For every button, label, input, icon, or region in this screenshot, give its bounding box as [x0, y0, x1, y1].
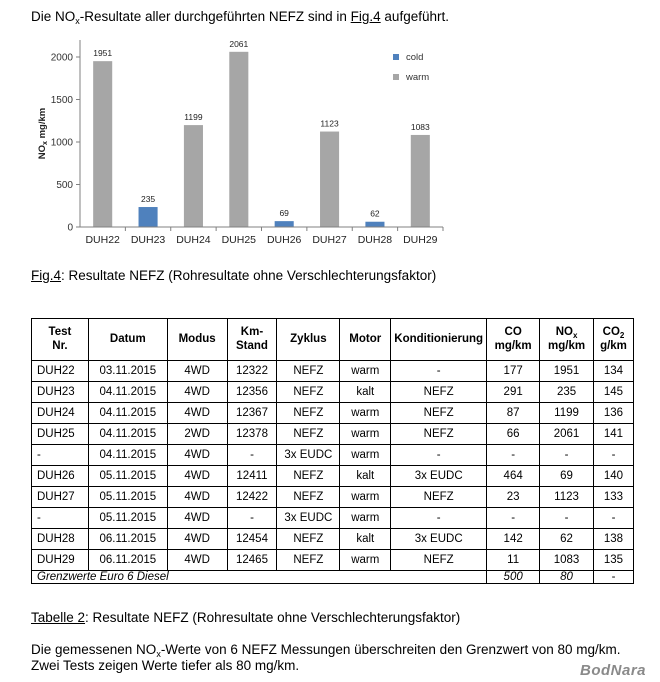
table-cell: 3x EUDC — [391, 529, 487, 550]
table-cell: 141 — [593, 424, 633, 445]
table-cell: 12411 — [227, 466, 277, 487]
table-cell: 11 — [487, 550, 540, 571]
table-row — [32, 529, 634, 550]
table-body — [32, 361, 634, 571]
table-cell: 3x EUDC — [277, 445, 340, 466]
table-cell: - — [487, 508, 540, 529]
x-tick-label: DUH29 — [403, 234, 438, 246]
table-cell: warm — [340, 508, 391, 529]
conclusion-text — [31, 642, 621, 674]
table-cell: warm — [340, 403, 391, 424]
header-zyklus: Zyklus — [277, 319, 340, 361]
header-co2: $CO_2$ g/km — [593, 319, 633, 361]
y-tick-label: 500 — [56, 180, 73, 191]
table-cell: 2061 — [540, 424, 594, 445]
table-cell: 4WD — [167, 466, 227, 487]
x-tick-label: DUH28 — [357, 234, 393, 246]
legend-swatch — [393, 74, 399, 80]
table-cell: NEFZ — [277, 382, 340, 403]
table-cell: 23 — [487, 487, 540, 508]
x-axis — [80, 227, 443, 246]
table-cell: - — [540, 445, 594, 466]
table-cell: 62 — [540, 529, 594, 550]
table-cell: - — [391, 508, 487, 529]
nox-bar-chart — [28, 30, 448, 255]
table-cell: 1951 — [540, 361, 594, 382]
bar — [229, 52, 248, 227]
y-axis-title: $NO_x$ mg/km — [37, 107, 49, 160]
table-cell: 1199 — [540, 403, 594, 424]
table-cell: NEFZ — [391, 382, 487, 403]
conclusion-line-2: Zwei Tests zeigen Werte tiefer als 80 mg/km. — [31, 658, 300, 673]
table-row — [32, 550, 634, 571]
data-label: 2061 — [229, 38, 249, 49]
x-tick-label: DUH25 — [221, 234, 257, 246]
table-cell: 12422 — [227, 487, 277, 508]
table-cell: - — [593, 508, 633, 529]
table-cell: 4WD — [167, 361, 227, 382]
data-label: 1083 — [410, 121, 430, 132]
table-cell: warm — [340, 424, 391, 445]
limit-co2: - — [593, 571, 633, 584]
table-cell: - — [32, 445, 89, 466]
table-cell: 138 — [593, 529, 633, 550]
data-label: 1951 — [93, 48, 113, 59]
bar — [139, 207, 158, 227]
table-cell: 4WD — [167, 403, 227, 424]
table-cell: 04.11.2015 — [88, 424, 167, 445]
table-cell: 69 — [540, 466, 594, 487]
watermark-logo: BodNara — [580, 662, 647, 679]
table-cell: NEFZ — [391, 403, 487, 424]
table-cell: 136 — [593, 403, 633, 424]
table-cell: - — [227, 508, 277, 529]
legend-label: warm — [406, 72, 430, 83]
table-cell: 4WD — [167, 508, 227, 529]
table-cell: DUH29 — [32, 550, 89, 571]
table-cell: NEFZ — [277, 466, 340, 487]
y-axis — [51, 40, 80, 234]
bar — [93, 61, 112, 227]
table-cell: 4WD — [167, 487, 227, 508]
header-nox: $NO_x$ mg/km — [540, 319, 594, 361]
bar — [411, 135, 430, 227]
x-tick-label: DUH22 — [85, 234, 120, 246]
table-cell: 4WD — [167, 550, 227, 571]
bars — [93, 39, 430, 227]
table-cell: 464 — [487, 466, 540, 487]
x-tick-label: DUH26 — [266, 234, 302, 246]
table-cell: - — [391, 445, 487, 466]
x-tick-label: DUH27 — [312, 234, 347, 246]
conclusion-line-1: Die gemessenen $NO_x$-Werte von 6 NEFZ Messungen überschreiten den Grenzwert von 80 mg/km. — [31, 642, 621, 659]
table-cell: NEFZ — [277, 487, 340, 508]
table-row — [32, 487, 634, 508]
bar — [320, 132, 339, 227]
table-cell: 12465 — [227, 550, 277, 571]
limit-row — [32, 571, 634, 584]
table-cell: warm — [340, 550, 391, 571]
table-cell: 3x EUDC — [391, 466, 487, 487]
bar — [365, 222, 384, 227]
table-caption-label: Tabelle 2 — [31, 610, 86, 625]
table-cell: kalt — [340, 382, 391, 403]
table-cell: DUH26 — [32, 466, 89, 487]
table-cell: 145 — [593, 382, 633, 403]
table-row — [32, 382, 634, 403]
limit-label: Grenzwerte Euro 6 Diesel — [32, 571, 487, 584]
table-cell: 4WD — [167, 529, 227, 550]
table-cell: 140 — [593, 466, 633, 487]
table-cell: NEFZ — [277, 529, 340, 550]
table-cell: 12356 — [227, 382, 277, 403]
table-row — [32, 445, 634, 466]
table-cell: 04.11.2015 — [88, 403, 167, 424]
table-cell: 142 — [487, 529, 540, 550]
table-cell: 12367 — [227, 403, 277, 424]
table-row — [32, 508, 634, 529]
table-cell: kalt — [340, 466, 391, 487]
legend-label: cold — [406, 52, 424, 63]
table-cell: - — [227, 445, 277, 466]
table-cell: 12378 — [227, 424, 277, 445]
table-cell: 134 — [593, 361, 633, 382]
table-cell: NEFZ — [277, 361, 340, 382]
table-cell: 4WD — [167, 382, 227, 403]
table-cell: 135 — [593, 550, 633, 571]
table-cell: 06.11.2015 — [88, 550, 167, 571]
table-cell: 133 — [593, 487, 633, 508]
table-cell: 05.11.2015 — [88, 487, 167, 508]
table-header-row — [32, 319, 634, 361]
intro-sentence: Die $NO_x$-Resultate aller durchgeführten NEFZ sind in Fig.4 aufgeführt. — [31, 9, 449, 26]
header-co: CO mg/km — [487, 319, 540, 361]
limit-co: 500 — [487, 571, 540, 584]
y-tick-label: 2000 — [50, 52, 73, 64]
bar — [275, 221, 294, 227]
header-konditionierung: Konditionierung — [391, 319, 487, 361]
y-tick-label: 1500 — [50, 95, 73, 106]
table-cell: 04.11.2015 — [88, 382, 167, 403]
table-cell: NEFZ — [277, 403, 340, 424]
fig-caption-text: : Resultate NEFZ (Rohresultate ohne Verschlechterungsfaktor) — [61, 268, 437, 283]
table-cell: 05.11.2015 — [88, 508, 167, 529]
table-cell: NEFZ — [391, 550, 487, 571]
table-cell: 1123 — [540, 487, 594, 508]
table-cell: - — [32, 508, 89, 529]
chart-legend — [393, 52, 429, 83]
x-tick-label: DUH23 — [130, 234, 166, 246]
table-cell: kalt — [340, 529, 391, 550]
table-caption — [31, 610, 460, 625]
y-tick-label: 1000 — [50, 137, 73, 149]
data-label: 69 — [279, 208, 289, 219]
table-cell: 12454 — [227, 529, 277, 550]
table-cell: DUH22 — [32, 361, 89, 382]
table-row — [32, 403, 634, 424]
table-cell: DUH23 — [32, 382, 89, 403]
table-cell: 05.11.2015 — [88, 466, 167, 487]
header-test: Test Nr. — [32, 319, 89, 361]
fig4-link[interactable]: Fig.4 — [350, 9, 381, 24]
x-tick-label: DUH24 — [176, 234, 211, 246]
header-datum: Datum — [88, 319, 167, 361]
table-cell: NEFZ — [277, 550, 340, 571]
table-cell: - — [487, 445, 540, 466]
legend-swatch — [393, 54, 399, 60]
header-km-stand: Km- Stand — [227, 319, 277, 361]
table-cell: DUH24 — [32, 403, 89, 424]
table-cell: warm — [340, 361, 391, 382]
table-cell: warm — [340, 445, 391, 466]
table-cell: 177 — [487, 361, 540, 382]
table-row — [32, 466, 634, 487]
table-cell: - — [391, 361, 487, 382]
header-motor: Motor — [340, 319, 391, 361]
table-cell: DUH28 — [32, 529, 89, 550]
fig-caption-label: Fig.4 — [31, 268, 62, 283]
results-table — [31, 318, 634, 584]
table-cell: 66 — [487, 424, 540, 445]
table-cell: warm — [340, 487, 391, 508]
table-cell: 4WD — [167, 445, 227, 466]
table-caption-text: : Resultate NEFZ (Rohresultate ohne Verschlechterungsfaktor) — [85, 610, 461, 625]
figure-caption — [31, 268, 436, 283]
table-cell: 1083 — [540, 550, 594, 571]
table-cell: DUH27 — [32, 487, 89, 508]
limit-nox: 80 — [540, 571, 594, 584]
table-row — [32, 424, 634, 445]
data-label: 235 — [140, 194, 156, 205]
table-cell: 87 — [487, 403, 540, 424]
data-label: 62 — [370, 208, 380, 219]
bar — [184, 125, 203, 227]
data-label: 1123 — [320, 118, 339, 129]
table-cell: 03.11.2015 — [88, 361, 167, 382]
table-cell: - — [540, 508, 594, 529]
table-cell: 12322 — [227, 361, 277, 382]
table-cell: 04.11.2015 — [88, 445, 167, 466]
table-cell: 2WD — [167, 424, 227, 445]
table-cell: 3x EUDC — [277, 508, 340, 529]
header-modus: Modus — [167, 319, 227, 361]
data-label: 1199 — [184, 112, 203, 123]
table-cell: NEFZ — [277, 424, 340, 445]
table-cell: 235 — [540, 382, 594, 403]
table-cell: NEFZ — [391, 487, 487, 508]
table-cell: NEFZ — [391, 424, 487, 445]
table-cell: 06.11.2015 — [88, 529, 167, 550]
y-tick-label: 0 — [67, 222, 73, 234]
table-cell: DUH25 — [32, 424, 89, 445]
table-row — [32, 361, 634, 382]
table-cell: - — [593, 445, 633, 466]
table-cell: 291 — [487, 382, 540, 403]
